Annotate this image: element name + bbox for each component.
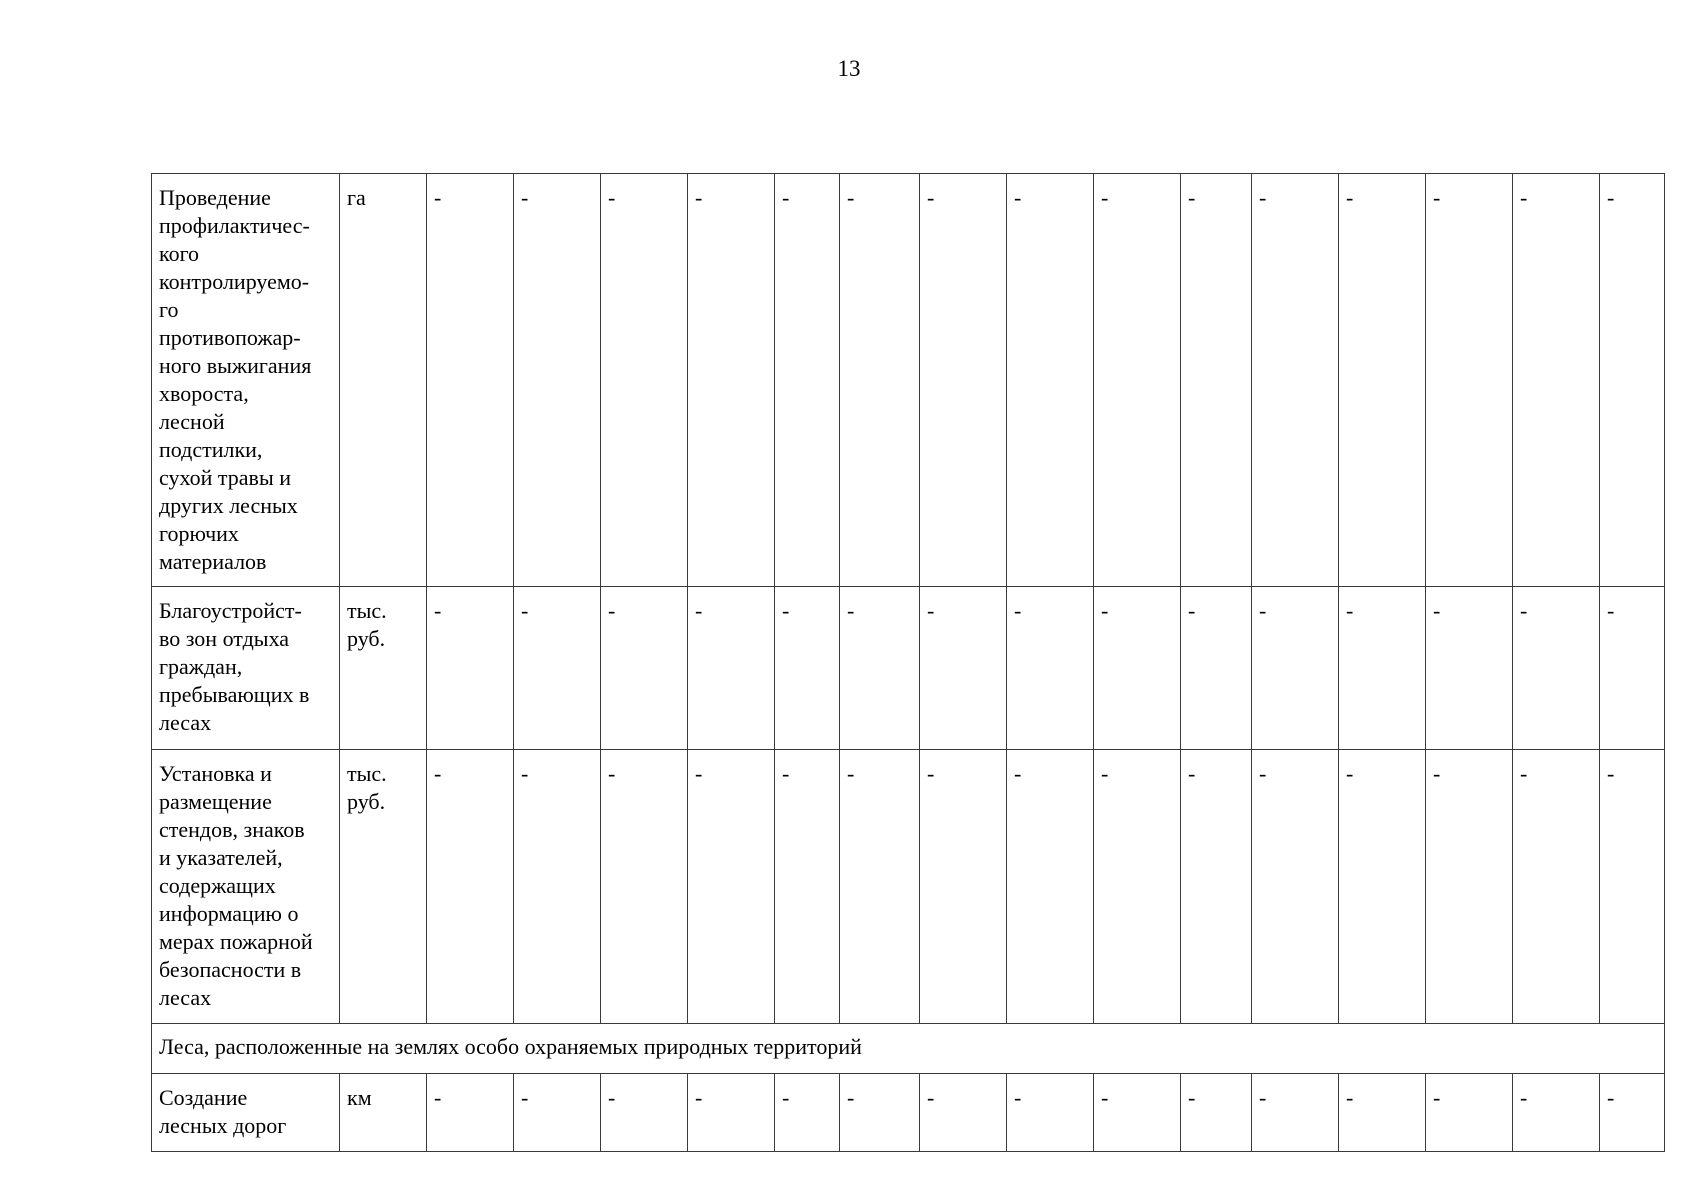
value-text: - <box>608 185 616 210</box>
value-text: - <box>1520 185 1528 210</box>
activity-name-line: материалов <box>159 549 267 574</box>
value-text: - <box>782 761 790 786</box>
table-row <box>152 1074 1665 1152</box>
value-cell <box>1339 174 1426 587</box>
value-text: - <box>1188 185 1196 210</box>
value-cell <box>775 174 840 587</box>
value-cell <box>427 1074 514 1152</box>
value-cell <box>1426 587 1513 750</box>
value-cell <box>601 174 688 587</box>
value-text: - <box>1433 185 1441 210</box>
value-cell <box>1181 587 1252 750</box>
value-cell <box>1252 174 1339 587</box>
unit-cell <box>340 750 427 1024</box>
value-text: - <box>1346 761 1354 786</box>
activity-name-cell <box>152 750 340 1024</box>
activity-name-line: размещение <box>159 789 272 814</box>
unit-cell <box>340 1074 427 1152</box>
activity-name-line: лесах <box>159 710 212 735</box>
activity-name-line: контролируемо- <box>159 269 310 294</box>
value-cell <box>1600 1074 1665 1152</box>
activity-name-cell <box>152 174 340 587</box>
value-cell <box>1007 174 1094 587</box>
value-text: - <box>521 185 529 210</box>
unit-cell <box>340 587 427 750</box>
value-text: - <box>847 185 855 210</box>
value-cell <box>1094 750 1181 1024</box>
value-text: - <box>1520 1085 1528 1110</box>
value-text: - <box>1259 761 1267 786</box>
page-number: 13 <box>837 56 861 81</box>
value-cell <box>688 174 775 587</box>
value-cell <box>1513 1074 1600 1152</box>
table-row <box>152 750 1665 1024</box>
unit-line: га <box>347 185 366 210</box>
value-text: - <box>434 761 442 786</box>
value-text: - <box>521 598 529 623</box>
value-text: - <box>1188 761 1196 786</box>
value-text: - <box>1433 761 1441 786</box>
activity-name-line: и указателей, <box>159 845 283 870</box>
value-text: - <box>695 185 703 210</box>
value-cell <box>1426 174 1513 587</box>
value-cell <box>427 174 514 587</box>
value-text: - <box>1014 185 1022 210</box>
unit-line: тыс. <box>347 598 387 623</box>
value-text: - <box>1346 1085 1354 1110</box>
value-text: - <box>695 1085 703 1110</box>
value-cell <box>1252 587 1339 750</box>
activity-name-line: Создание <box>159 1085 248 1110</box>
value-text: - <box>1607 761 1615 786</box>
value-text: - <box>1014 1085 1022 1110</box>
value-text: - <box>608 761 616 786</box>
value-text: - <box>1607 185 1615 210</box>
value-text: - <box>1520 598 1528 623</box>
data-table <box>151 173 1665 1152</box>
activity-name-line: Установка и <box>159 761 272 786</box>
activity-name-line: содержащих <box>159 873 276 898</box>
value-text: - <box>1259 598 1267 623</box>
activity-name-line: Проведение <box>159 185 271 210</box>
value-cell <box>1007 587 1094 750</box>
value-text: - <box>782 1085 790 1110</box>
value-text: - <box>847 761 855 786</box>
value-cell <box>1094 174 1181 587</box>
value-cell <box>1181 750 1252 1024</box>
activity-name-line: граждан, <box>159 654 243 679</box>
value-text: - <box>1188 1085 1196 1110</box>
activity-name-line: горючих <box>159 521 239 546</box>
value-text: - <box>1433 598 1441 623</box>
value-text: - <box>847 598 855 623</box>
value-cell <box>1094 1074 1181 1152</box>
activity-name-line: пребывающих в <box>159 682 310 707</box>
value-text: - <box>695 761 703 786</box>
value-cell <box>601 587 688 750</box>
unit-line: руб. <box>347 626 386 651</box>
value-text: - <box>434 598 442 623</box>
value-cell <box>920 174 1007 587</box>
unit-line: тыс. <box>347 761 387 786</box>
value-text: - <box>1259 1085 1267 1110</box>
value-text: - <box>782 598 790 623</box>
value-cell <box>775 1074 840 1152</box>
activity-name-cell <box>152 587 340 750</box>
value-text: - <box>1346 598 1354 623</box>
unit-line: руб. <box>347 789 386 814</box>
value-text: - <box>847 1085 855 1110</box>
value-cell <box>1600 750 1665 1024</box>
activity-name-line: Благоустройст- <box>159 598 302 623</box>
activity-name-line: других лесных <box>159 493 298 518</box>
value-text: - <box>1607 598 1615 623</box>
value-cell <box>920 750 1007 1024</box>
activity-name-line: подстилки, <box>159 437 263 462</box>
table-body <box>152 174 1665 1152</box>
value-text: - <box>434 1085 442 1110</box>
value-text: - <box>1101 1085 1109 1110</box>
value-cell <box>1007 1074 1094 1152</box>
value-text: - <box>608 1085 616 1110</box>
activity-name-line: лесах <box>159 985 212 1010</box>
activity-name-line: кого <box>159 241 200 266</box>
activity-name-line: сухой травы и <box>159 465 291 490</box>
value-text: - <box>1188 598 1196 623</box>
activity-name-line: безопасности в <box>159 957 302 982</box>
value-cell <box>427 750 514 1024</box>
value-cell <box>514 1074 601 1152</box>
value-cell <box>1252 1074 1339 1152</box>
value-cell <box>1181 174 1252 587</box>
value-cell <box>601 750 688 1024</box>
value-text: - <box>1101 598 1109 623</box>
activity-name-line: информацию о <box>159 901 299 926</box>
value-cell <box>1426 750 1513 1024</box>
value-cell <box>688 1074 775 1152</box>
value-text: - <box>927 761 935 786</box>
activity-name-line: го <box>159 297 179 322</box>
activity-name-line: мерах пожарной <box>159 929 313 954</box>
activity-name-line: хвороста, <box>159 381 249 406</box>
section-row <box>152 1024 1665 1074</box>
value-cell <box>1513 750 1600 1024</box>
value-cell <box>514 750 601 1024</box>
value-cell <box>1252 750 1339 1024</box>
value-text: - <box>1607 1085 1615 1110</box>
unit-cell <box>340 174 427 587</box>
value-text: - <box>695 598 703 623</box>
value-cell <box>1181 1074 1252 1152</box>
value-cell <box>1600 174 1665 587</box>
value-text: - <box>927 1085 935 1110</box>
activity-name-line: профилактичес- <box>159 213 310 238</box>
activity-name-line: стендов, знаков <box>159 817 305 842</box>
value-cell <box>920 1074 1007 1152</box>
section-heading: Леса, расположенные на землях особо охраняемых природных территорий <box>152 1024 1665 1074</box>
value-cell <box>427 587 514 750</box>
value-cell <box>688 750 775 1024</box>
value-cell <box>601 1074 688 1152</box>
value-cell <box>514 174 601 587</box>
activity-name-line: лесной <box>159 409 225 434</box>
value-cell <box>840 750 920 1024</box>
value-cell <box>840 174 920 587</box>
value-text: - <box>1259 185 1267 210</box>
value-text: - <box>434 185 442 210</box>
value-cell <box>1600 587 1665 750</box>
value-cell <box>1339 1074 1426 1152</box>
value-cell <box>1513 174 1600 587</box>
value-cell <box>920 587 1007 750</box>
value-text: - <box>1014 761 1022 786</box>
value-text: - <box>1520 761 1528 786</box>
value-text: - <box>1433 1085 1441 1110</box>
value-text: - <box>927 185 935 210</box>
value-text: - <box>782 185 790 210</box>
activity-name-line: ного выжигания <box>159 353 312 378</box>
activity-name-line: во зон отдыха <box>159 626 290 651</box>
value-cell <box>1339 750 1426 1024</box>
value-text: - <box>1101 761 1109 786</box>
activity-name-cell <box>152 1074 340 1152</box>
value-cell <box>1094 587 1181 750</box>
table-row <box>152 174 1665 587</box>
value-cell <box>840 1074 920 1152</box>
value-text: - <box>1101 185 1109 210</box>
value-cell <box>775 750 840 1024</box>
value-cell <box>1513 587 1600 750</box>
value-cell <box>1426 1074 1513 1152</box>
value-cell <box>1007 750 1094 1024</box>
value-cell <box>688 587 775 750</box>
value-cell <box>514 587 601 750</box>
value-text: - <box>521 761 529 786</box>
value-text: - <box>927 598 935 623</box>
value-cell <box>840 587 920 750</box>
value-text: - <box>1014 598 1022 623</box>
value-cell <box>1339 587 1426 750</box>
value-text: - <box>608 598 616 623</box>
table-row <box>152 587 1665 750</box>
unit-line: км <box>347 1085 372 1110</box>
value-text: - <box>521 1085 529 1110</box>
value-text: - <box>1346 185 1354 210</box>
value-cell <box>775 587 840 750</box>
activity-name-line: противопожар- <box>159 325 301 350</box>
activity-name-line: лесных дорог <box>159 1113 287 1138</box>
